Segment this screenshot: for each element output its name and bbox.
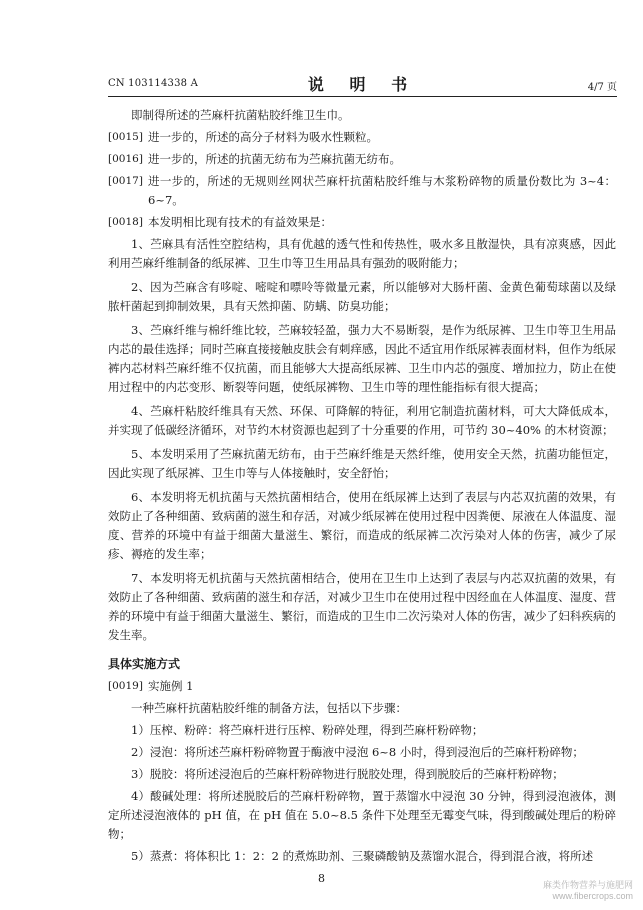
paragraph-number: [0018] — [108, 216, 143, 228]
paragraph-0016 — [108, 150, 616, 169]
doc-title: 说 明 书 — [307, 75, 418, 94]
paragraph-0015 — [108, 128, 616, 147]
method-intro: 一种苎麻杆抗菌粘胶纤维的制备方法，包括以下步骤： — [131, 701, 407, 715]
step-3: 3）脱胶：将所述浸泡后的苎麻杆粉碎物进行脱胶处理，得到脱胶后的苎麻杆粉碎物； — [131, 767, 564, 781]
paragraph-text: 本发明相比现有技术的有益效果是： — [148, 215, 332, 229]
doc-number: CN 103114338 A — [108, 78, 199, 89]
watermark-url: www.fibercrops.com — [552, 891, 633, 901]
paragraph-text: 进一步的，所述的高分子材料为吸水性颗粒。 — [148, 130, 378, 144]
paragraph-text: 进一步的，所述的抗菌无纺布为苎麻抗菌无纺布。 — [148, 152, 401, 166]
example-title: 实施例 1 — [148, 679, 194, 693]
benefit-item-5: 5、本发明采用了苎麻抗菌无纺布，由于苎麻纤维是天然纤维，使用安全天然，抗菌功能恒定，因此实现了纸尿裤、卫生巾等与人体接触时，安全舒怡； — [108, 447, 616, 480]
page-body — [108, 106, 616, 869]
benefit-item-2: 2、因为苎麻含有哆啶、嘧啶和嘌呤等微量元素，所以能够对大肠杆菌、金黄色葡萄球菌以及绿脓杆菌起到抑制效果，具有天然抑菌、防螨、防臭功能； — [108, 280, 616, 313]
benefit-item-3: 3、苎麻纤维与棉纤维比较，苎麻较轻盈，强力大不易断裂，是作为纸尿裤、卫生巾等卫生用品内芯的最佳选择；同时苎麻直接接触皮肤会有刺痒感，因此不适宜用作纸尿裤表面材料，但作为纸尿裤内芯材料苎麻纤维不仅抗菌，而且能够大大提高纸尿裤、卫生巾内芯的强度、增加拉力，防止在使用过程中的内芯变形、断裂等问题，使纸尿裤物、卫生巾等的理性能指标有很大提高； — [108, 323, 616, 394]
paragraph-0019 — [108, 677, 616, 696]
paragraph-text: 进一步的，所述的无规则丝网状苎麻杆抗菌粘胶纤维与木浆粉碎物的质量份数比为 3~4：6~7。 — [148, 174, 616, 207]
benefit-item-1: 1、苎麻具有活性空腔结构，具有优越的透气性和传热性，吸水多且散湿快，具有凉爽感，因此利用苎麻纤维制备的纸尿裤、卫生巾等卫生用品具有强劲的吸附能力； — [108, 237, 616, 270]
paragraph-number: [0019] — [108, 680, 143, 692]
paragraph-number: [0017] — [108, 175, 143, 187]
benefit-item-4: 4、苎麻杆粘胶纤维具有天然、环保、可降解的特征，利用它制造抗菌材料，可大大降低成本，并实现了低碳经济循环，对节约木材资源也起到了十分重要的作用，可节约 30~40% 的木材资源； — [108, 404, 616, 437]
paragraph-0018 — [108, 213, 616, 232]
page-info: 4/7 页 — [587, 82, 617, 93]
step-4: 4）酸碱处理：将所述脱胶后的苎麻杆粉碎物，置于蒸馏水中浸泡 30 分钟，得到浸泡液体，测定所述浸泡液体的 pH 值，在 pH 值在 5.0~8.5 条件下处理至无霉变气味，得到酸碱处理后的粉碎物； — [108, 789, 616, 841]
paragraph-number: [0016] — [108, 153, 143, 165]
benefit-item-7: 7、本发明将无机抗菌与天然抗菌相结合，使用在卫生巾上达到了表层与内芯双抗菌的效果，有效防止了各种细菌、致病菌的滋生和存活，对减少卫生巾在使用过程中因经血在人体温度、湿度、营养的环境中有益于细菌大量滋生、繁衍，而造成的卫生巾二次污染对人体的伤害，减少了妇科疾病的发生率。 — [108, 571, 616, 642]
header-rule — [108, 96, 617, 97]
page-header — [108, 72, 617, 94]
page-number: 8 — [318, 872, 325, 885]
paragraph-number: [0015] — [108, 131, 143, 143]
paragraph-0017 — [108, 172, 616, 210]
intro-line: 即制得所述的苎麻杆抗菌粘胶纤维卫生巾。 — [131, 108, 350, 122]
step-2: 2）浸泡：将所述苎麻杆粉碎物置于酶液中浸泡 6~8 小时，得到浸泡后的苎麻杆粉碎物； — [131, 745, 584, 759]
benefit-item-6: 6、本发明将无机抗菌与天然抗菌相结合，使用在纸尿裤上达到了表层与内芯双抗菌的效果，有效防止了各种细菌、致病菌的滋生和存活，对减少纸尿裤在使用过程中因粪便、尿液在人体温度、湿度、营养的环境中有益于细菌大量滋生、繁衍，而造成的纸尿裤二次污染对人体的伤害，减少了尿疹、褥疮的发生率； — [108, 490, 616, 561]
section-heading: 具体实施方式 — [108, 657, 181, 671]
step-1: 1）压榨、粉碎：将苎麻杆进行压榨、粉碎处理，得到苎麻杆粉碎物； — [131, 723, 484, 737]
step-5: 5）蒸煮：将体积比 1：2：2 的煮炼助剂、三聚磷酸钠及蒸馏水混合，得到混合液，将所述 — [131, 849, 594, 863]
watermark-text: 麻类作物营养与施肥网 — [542, 880, 633, 890]
